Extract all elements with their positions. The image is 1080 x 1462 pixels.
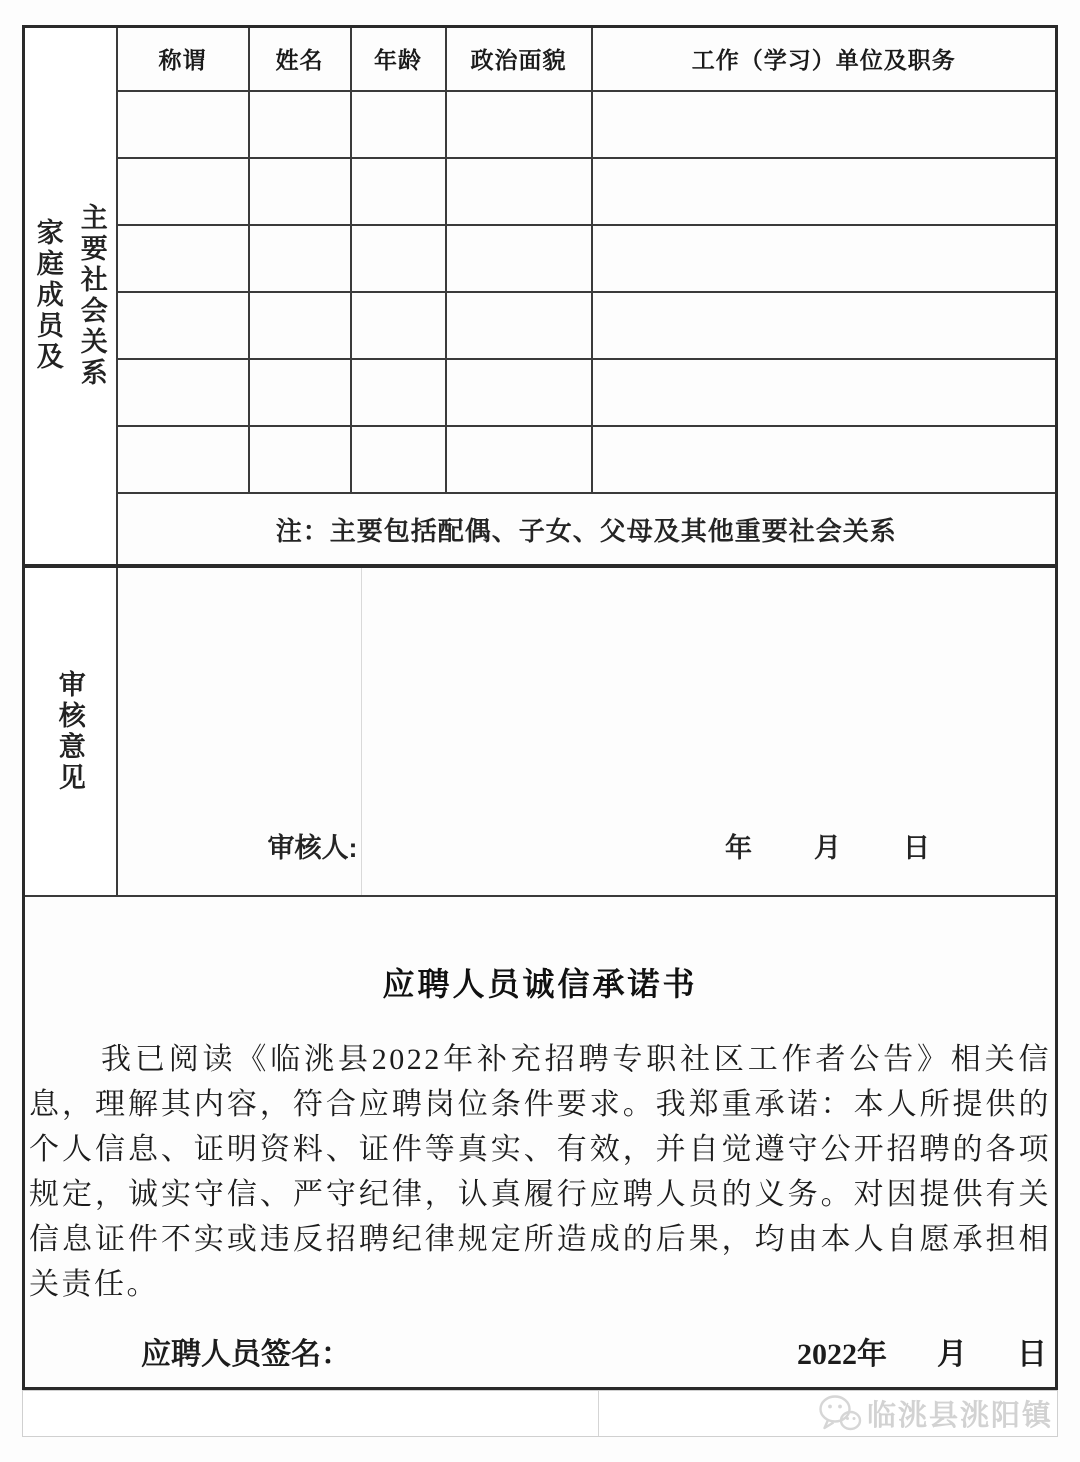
commitment-paragraph: 我已阅读《临洮县2022年补充招聘专职社区工作者公告》相关信息，理解其内容，符合应聘岗位条件要求。我郑重承诺：本人所提供的个人信息、证明资料、证件等真实、有效，并自觉遵守公开招聘的各项规定，诚实守信、严守纪律，认真履行应聘人员的义务。对因提供有关信息证件不实或违反招聘纪律规定所造成的后果，均由本人自愿承担相关责任。 [29,1043,1051,1302]
commitment-cell [24,896,1057,1388]
empty-cell [249,359,351,426]
footer-right-cell [599,1391,1057,1436]
empty-cell [351,359,446,426]
empty-cell [592,91,1057,158]
empty-cell [351,292,446,359]
review-date-year: 年 [725,833,752,864]
column-header-work-unit: 工作（学习）单位及职务 [592,27,1057,91]
empty-cell [592,359,1057,426]
empty-cell [351,91,446,158]
application-form-table [22,25,1058,1390]
review-label: 审核意见 [54,669,85,794]
family-member-row [24,426,1057,493]
commitment-title: 应聘人员诚信承诺书 [382,966,698,1003]
signature-date-month: 月 [937,1338,967,1372]
footer-left-cell [23,1391,599,1436]
family-member-row [24,91,1057,158]
empty-cell [592,292,1057,359]
empty-cell [446,225,592,292]
review-content-cell [117,566,1057,897]
family-label-line2: 主要社会关系 [76,202,107,389]
empty-cell [249,225,351,292]
applicant-signature-line [25,1329,1055,1373]
signature-date-year: 2022年 [797,1338,887,1372]
watermark [817,1393,1053,1434]
empty-cell [249,292,351,359]
empty-cell [446,426,592,493]
empty-cell [446,158,592,225]
review-date [725,826,930,865]
empty-cell [446,292,592,359]
empty-cell [446,359,592,426]
empty-cell [249,426,351,493]
family-member-row [24,292,1057,359]
review-section-side-label [24,566,117,897]
empty-cell [249,91,351,158]
wechat-icon [817,1394,863,1434]
footer-row [22,1390,1058,1437]
column-header-name: 姓名 [249,27,351,91]
empty-cell [351,225,446,292]
empty-cell [592,225,1057,292]
review-signature-line [118,826,1056,865]
empty-cell [117,225,249,292]
empty-cell [117,426,249,493]
empty-cell [249,158,351,225]
family-member-row [24,158,1057,225]
review-date-day: 日 [903,833,930,864]
empty-cell [351,426,446,493]
header-row [24,27,1057,91]
empty-cell [351,158,446,225]
family-note: 注：主要包括配偶、子女、父母及其他重要社会关系 [117,493,1057,565]
signature-date [797,1329,1047,1373]
empty-cell [592,426,1057,493]
empty-cell [117,158,249,225]
note-row [24,493,1057,565]
review-date-month: 月 [814,833,841,864]
review-row [24,566,1057,897]
column-header-age: 年龄 [351,27,446,91]
signature-label: 应聘人员签名： [141,1338,351,1372]
empty-cell [446,91,592,158]
signature-date-day: 日 [1017,1338,1047,1372]
family-member-row [24,225,1057,292]
commitment-row [24,896,1057,1388]
family-label-line1: 家庭成员及 [32,218,63,374]
family-member-row [24,359,1057,426]
empty-cell [592,158,1057,225]
watermark-text: 临洮县洮阳镇 [866,1400,1053,1432]
column-header-political-status: 政治面貌 [446,27,592,91]
family-section-side-label [24,27,117,566]
empty-cell [117,359,249,426]
column-header-relation: 称谓 [117,27,249,91]
reviewer-label: 审核人: [267,833,358,864]
empty-cell [117,292,249,359]
empty-cell [117,91,249,158]
